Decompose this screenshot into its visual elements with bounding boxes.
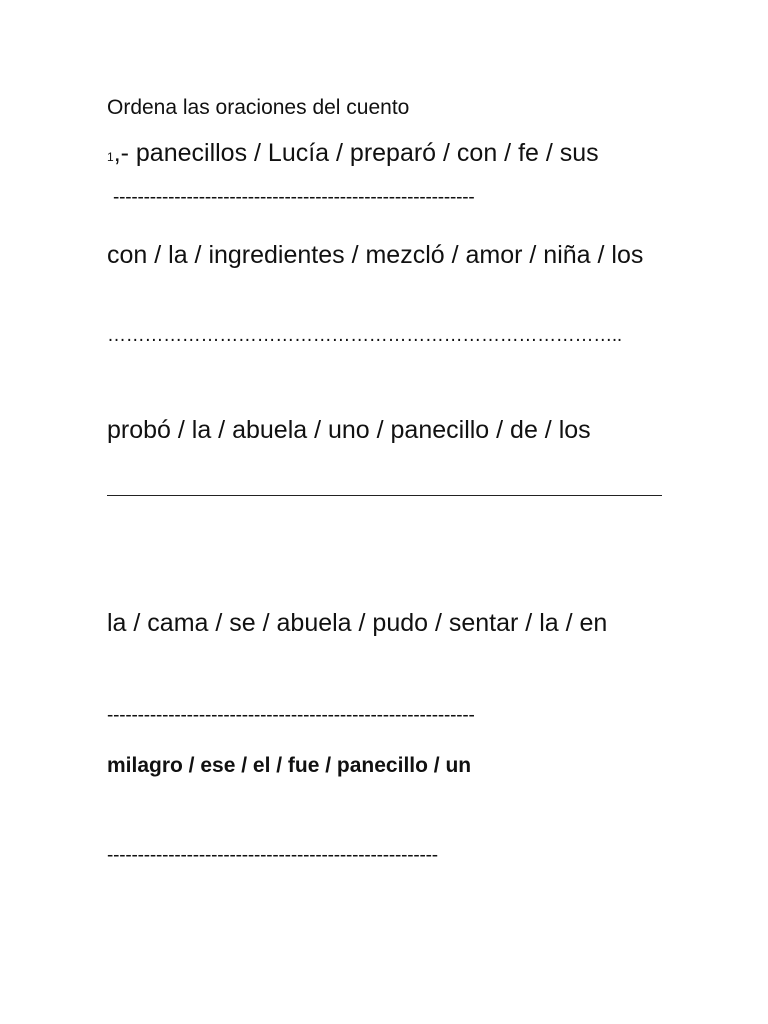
exercise-1-sentence: panecillos / Lucía / preparó / con / fe / sus <box>135 139 599 167</box>
exercise-number: 1 <box>107 150 114 164</box>
worksheet-title: Ordena las oraciones del cuento <box>107 96 410 119</box>
answer-line-2: ……………………………………………………………………….. <box>107 325 622 346</box>
answer-line-1: ----------------------------------------------------------- <box>113 187 475 208</box>
exercise-1 <box>107 141 599 166</box>
exercise-5-sentence: milagro / ese / el / fue / panecillo / un <box>107 754 472 777</box>
exercise-prefix: ,- <box>113 139 136 167</box>
exercise-2-sentence: con / la / ingredientes / mezcló / amor / niña / los <box>107 241 644 269</box>
exercise-3-sentence: probó / la / abuela / uno / panecillo / de / los <box>107 416 591 444</box>
answer-line-3 <box>107 495 662 496</box>
answer-line-5: ------------------------------------------------------ <box>107 845 438 866</box>
answer-line-4: ------------------------------------------------------------ <box>107 705 475 726</box>
exercise-4-sentence: la / cama / se / abuela / pudo / sentar / la / en <box>107 609 608 637</box>
